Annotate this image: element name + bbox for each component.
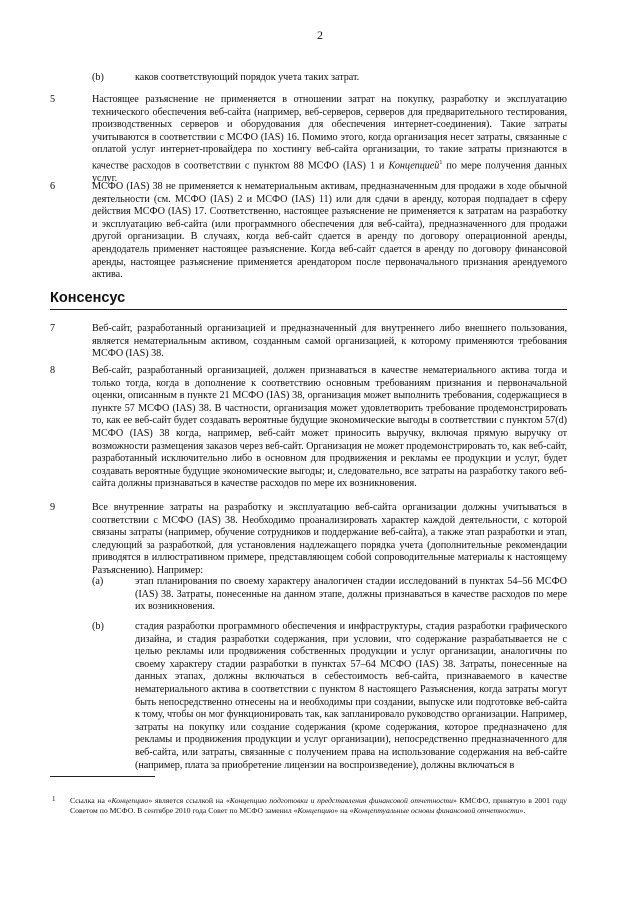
footnote-italic: Концепцию	[111, 796, 149, 805]
paragraph-text: Веб-сайт, разработанный организацией, должен признаваться в качестве нематериального актива тогда и только тогда, когда в дополнение к соответствию основным требованиям признания и первоначальной оценки, описанным в пункте 21 МСФО (IAS) 38, организация может выполнить требования, содержащиеся в пункте 57 МСФО (IAS) 38. В частности, организация может удовлетворить требование продемонстрировать то, как ее веб-сайт будет создавать вероятные будущие экономические выгоды в соответствии с пунктом 57(d) МСФО (IAS) 38 когда, например, веб-сайт может приносить выручку, включая прямую выручку от возможности размещения заказов через веб-сайт. Организация не может продемонстрировать то, как веб-сайт, разработанный исключительно либо в основном для продвижения и рекламы ее продукции и услуг, будет создавать вероятные будущие экономические выгоды; и, следовательно, все затраты на разработку такого веб-сайта должны признаваться в качестве расходов по мере их возникновения.	[92, 365, 567, 490]
paragraph-text: МСФО (IAS) 38 не применяется к нематериальным активам, предназначенным для продажи в ходе обычной деятельности (см. МСФО (IAS) 2 и МСФО (IAS) 11) или для сдачи в аренду, которая подпадает в сферу действия МСФО (IAS) 17. Соответственно, настоящее разъяснение не применяется к затратам на разработку и эксплуатацию веб-сайта (или программного обеспечения для веб-сайта), предназначенного для продажи другой организации. В случаях, когда веб-сайт сдается в аренду по договору операционной аренды, арендодатель применяет настоящее разъяснение. Когда веб-сайт сдается в аренду по договору финансовой аренды, настоящее разъяснение применяется арендатором после первоначального признания арендуемого актива.	[92, 181, 567, 281]
footnote-part: » КМСФО, принятую в 2001 году Советом по МСФО. В сентябре 2010 года Совет по МСФО заменил «	[70, 796, 567, 816]
footnote-part: ».	[519, 806, 526, 816]
footnote-italic: Концепцию	[297, 806, 335, 816]
footnote-number: 1	[52, 795, 56, 803]
section-heading: Консенсус	[50, 290, 126, 306]
footnote-text	[70, 796, 567, 817]
paragraph-text-part: по мере получения данных услуг.	[92, 160, 567, 184]
list-item-label: (b)	[92, 621, 104, 632]
heading-divider	[50, 309, 567, 310]
footnote-italic: Концепцию подготовки и представления финансовой отчетности	[229, 796, 453, 805]
footnote-part: » является ссылкой на «	[148, 796, 230, 805]
paragraph-number: 8	[50, 365, 56, 376]
paragraph-number: 5	[50, 94, 56, 105]
paragraph-text: Все внутренние затраты на разработку и эксплуатацию веб-сайта организации должны учитываться в соответствии с МСФО (IAS) 38. Необходимо проанализировать характер каждой деятельности, с которой связаны затраты (например, обучение сотрудников и поддержание веб-сайта), а также этап разработки и этап, следующий за разработкой, для установления надлежащего порядка учета (дополнительные рекомендации приводятся в иллюстративном примере, представляющем собой сопроводительные материалы к настоящему Разъяснению). Например:	[92, 502, 567, 576]
footnote-part: » на «	[334, 806, 354, 816]
paragraph-number: 9	[50, 502, 56, 513]
paragraph-text-part: Настоящее разъяснение не применяется в отношении затрат на покупку, разработку и эксплуатацию технического обеспечения веб-сайта (например, веб-серверов, серверов для предварительного тестирования, производственных серверов и оборудования для обеспечения интернет-соединения). Такие затраты учитываются в соответствии с МСФО (IAS) 16. Помимо этого, когда организация несет затраты, связанные с оплатой услуг интернет-провайдера по хостингу веб-сайта организации, то такие затраты признаются в качестве расходов в соответствии с пунктом 88 МСФО (IAS) 1 и	[92, 94, 567, 172]
list-item-text: стадия разработки программного обеспечения и инфраструктуры, стадия разработки графического дизайна, и стадия разработки содержания, при условии, что содержание разрабатывается не с целью рекламы или продвижения собственных продукции и услуг организации, аналогичны по своему характеру стадии разработки в пунктах 57–64 МСФО (IAS) 38. Затраты, понесенные на данных этапах, должны включаться в себестоимость веб-сайта, признаваемого в качестве нематериального актива в соответствии с пунктом 8 настоящего Разъяснения, когда затраты могут быть непосредственно отнесены на и необходимы при создании, выпуске или подготовке веб-сайта к тому, чтобы он мог функционировать так, как запланировало руководство организации. Например, затраты на покупку или создание содержания (кроме содержания, которое предназначено для рекламы и продвижения продукции и услуг организации), непосредственно предназначенного для веб-сайта, или затраты, связанные с получением права на использование содержания на веб-сайте (например, плата за приобретение лицензии на воспроизведение), должны включаться в	[135, 621, 567, 771]
intro-item-label: (b)	[92, 72, 104, 83]
page-number: 2	[317, 28, 323, 42]
footnote-reference: 1	[439, 159, 443, 166]
paragraph-text: Веб-сайт, разработанный организацией и предназначенный для внутреннего либо внешнего пользования, является нематериальным активом, созданным самой организацией, к которому применяются требования МСФО (IAS) 38.	[92, 323, 567, 360]
concept-word: Концепцией	[388, 160, 440, 172]
list-item-label: (a)	[92, 576, 104, 587]
list-item-text: этап планирования по своему характеру аналогичен стадии исследований в пунктах 54–56 МСФО (IAS) 38. Затраты, понесенные на данном этапе, должны признаваться в качестве расходов по мере их возникновения.	[135, 576, 567, 613]
paragraph-number: 6	[50, 181, 56, 192]
footnote-part: Ссылка на «	[70, 796, 112, 805]
footnote-divider	[50, 776, 155, 777]
intro-item-text: каков соответствующий порядок учета таких затрат.	[135, 72, 360, 83]
paragraph-number: 7	[50, 323, 56, 334]
footnote-italic: Концептуальные основы финансовой отчетности	[353, 806, 520, 816]
paragraph-text	[92, 94, 567, 186]
